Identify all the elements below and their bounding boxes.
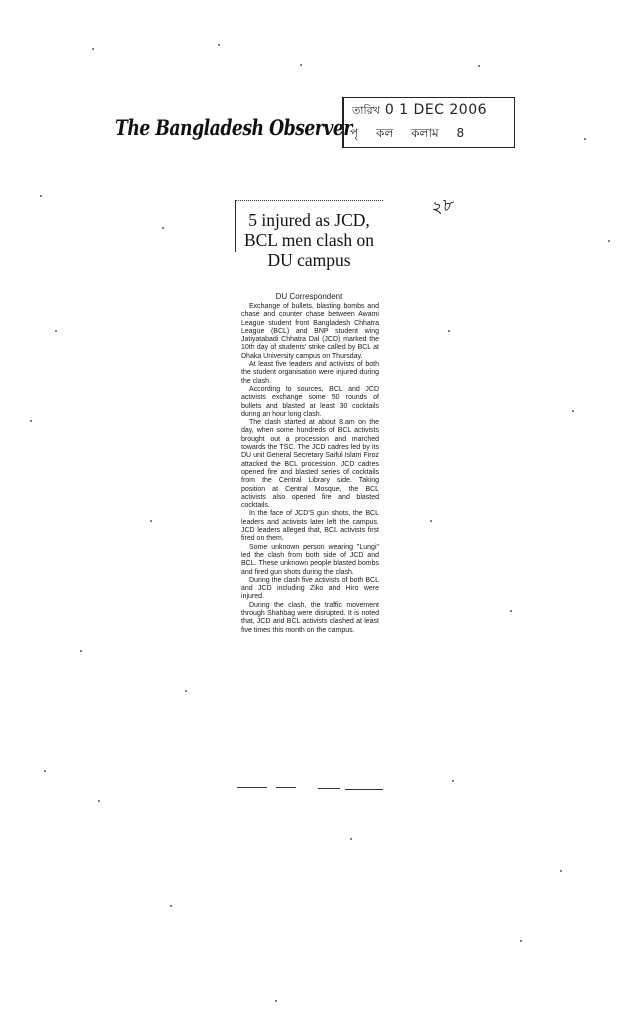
scan-speck: [30, 420, 32, 422]
scan-speck: [478, 65, 480, 67]
article-paragraph: In the face of JCD'S gun shots, the BCL leaders and activists later left the campus. JCD leaders alleged that, BCL activists first fired on them.: [241, 510, 379, 543]
scan-speck: [560, 870, 562, 872]
scan-speck: [520, 940, 522, 942]
article-body: [241, 303, 379, 635]
scan-speck: [80, 650, 82, 652]
stamp-date-label: তারিখ: [352, 104, 380, 117]
article-paragraph: During the clash, the traffic movement through Shahbag were disrupted. It is noted that, JCD and BCL activists clashed at least five times this month on the campus.: [241, 601, 379, 634]
article-paragraph: During the clash five activists of both BCL and JCD including Ziko and Hiro were injured.: [241, 576, 379, 601]
scan-speck: [170, 905, 172, 907]
article-end-rule: [345, 789, 383, 790]
article-end-rule: [276, 787, 296, 788]
scan-speck: [275, 1000, 277, 1002]
article-paragraph: At least five leaders and activists of both the student organisation were injured during the clash.: [241, 361, 379, 385]
stamp-page-label: পৃ: [350, 126, 359, 140]
scan-speck: [510, 610, 512, 612]
scan-speck: [150, 520, 152, 522]
scan-speck: [40, 195, 42, 197]
scan-speck: [55, 330, 57, 332]
article-byline: DU Correspondent: [275, 292, 343, 301]
scan-speck: [572, 410, 574, 412]
scan-speck: [584, 138, 586, 140]
clipping-top-edge: [235, 200, 383, 202]
stamp-column-name: কলাম: [411, 126, 439, 140]
date-stamp: [342, 97, 515, 148]
scan-speck: [218, 44, 220, 46]
article-paragraph: Exchange of bullets, blasting bombs and chase and counter chase between Awami League student front Bangladesh Chhatra League (BCL) and BNP student wing Jatiyatabadi Chhatra Dal (JCD) marked the 10th day of students' strike called by BCL at Dhaka University campus on Thursday.: [241, 303, 379, 360]
article-paragraph: Some unknown person wearing "Lungi" led the clash from both side of JCD and BCL. These unknown people blasted bombs and fired gun shots during the clash.: [241, 543, 379, 576]
newspaper-masthead: The Bangladesh Observer: [115, 115, 352, 140]
article-headline: 5 injured as JCD, BCL men clash on DU campus: [243, 210, 375, 270]
stamp-column-value: 8: [456, 126, 465, 140]
handwritten-note: ২৮: [427, 193, 456, 220]
scan-speck: [448, 330, 450, 332]
scan-speck: [44, 770, 46, 772]
article-paragraph: The clash started at about 8.am on the day, when some hundreds of BCL activists brought out a procession and marched towards the TSC. The JCD cadres led by its DU unit General Secretary Saiful Islam Firoz attacked the BCL procession. JCD cadres opened fire and blasted series of cocktails from the Central Library side. Taking position at Central Mosque, the BCL activists also opened fire and blasted cocktails.: [241, 419, 379, 510]
scan-speck: [162, 227, 164, 229]
article-paragraph: According to sources, BCL and JCD activists exchange some 50 rounds of bullets and blasted at least 30 cocktails during an hour long clash.: [241, 385, 379, 418]
scan-speck: [608, 240, 610, 242]
scan-speck: [92, 48, 94, 50]
article-end-rule: [237, 787, 267, 788]
scan-speck: [452, 780, 454, 782]
stamp-column-label: কল: [375, 126, 394, 140]
scan-speck: [98, 800, 100, 802]
stamp-date: 0 1 DEC 2006: [384, 102, 488, 118]
scan-speck: [185, 690, 187, 692]
article-end-rule: [318, 788, 340, 789]
scan-speck: [300, 64, 302, 66]
scan-speck: [430, 520, 432, 522]
scan-speck: [350, 838, 352, 840]
